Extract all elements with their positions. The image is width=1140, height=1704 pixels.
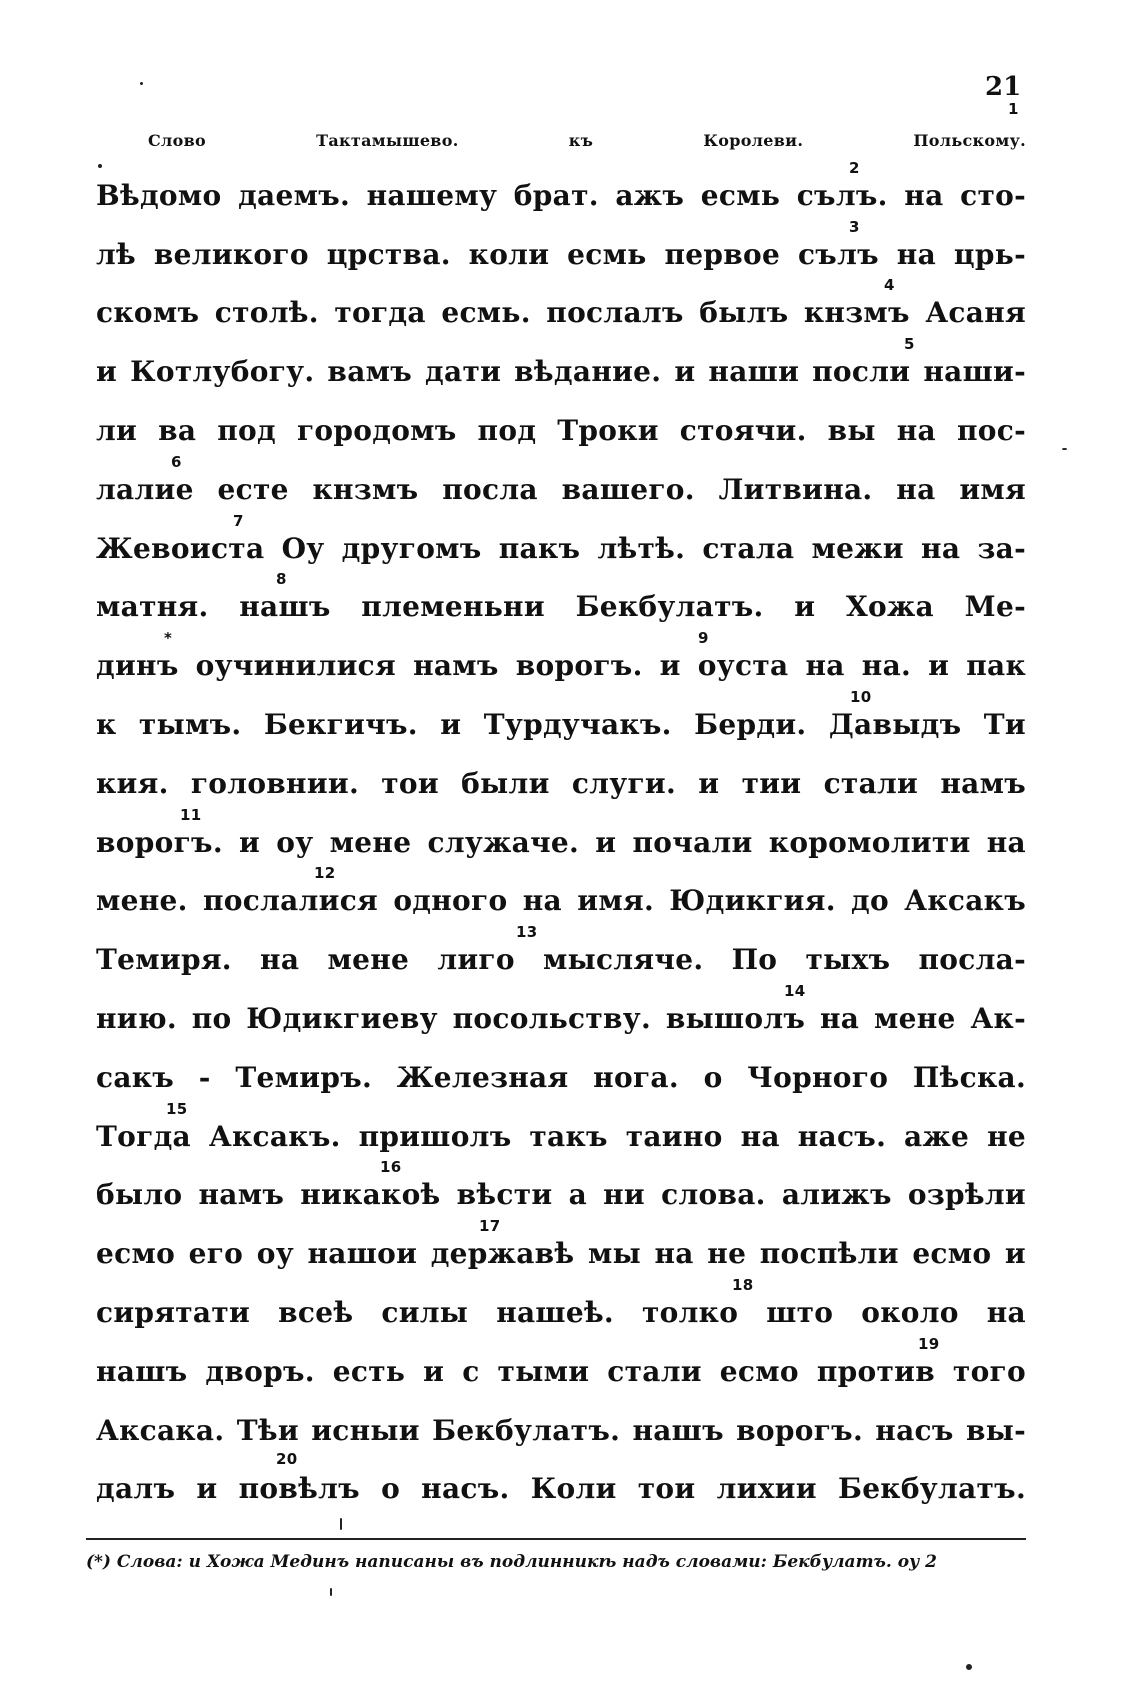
text-line-5 xyxy=(96,335,1026,402)
page-number: 21 xyxy=(985,72,1022,102)
text-line-content: лѣ великого црства. коли есмь первое сълъ на црь- xyxy=(96,237,1026,271)
text-line-21 xyxy=(96,1275,1026,1343)
footnote-marker-19: 19 xyxy=(918,1334,940,1353)
text-line-18 xyxy=(96,1099,1026,1167)
footnote-marker-18: 18 xyxy=(732,1275,754,1294)
text-line-15 xyxy=(96,923,1026,990)
footnote-marker-13: 13 xyxy=(516,923,538,942)
text-line-14 xyxy=(96,864,1026,931)
text-line-content: нию. по Юдикгиеву посольству. вышолъ на мене Ак- xyxy=(96,1001,1026,1035)
text-line-content: Темиря. на мене лиго мысляче. По тыхъ посла- xyxy=(96,943,1026,977)
text-line-content: динъ оучинилися намъ ворогъ. и оуста на на. и пак xyxy=(96,649,1026,683)
text-line-content: матня. нашъ племеньни Бекбулатъ. и Хожа Ме- xyxy=(96,590,1026,624)
footnote-marker-12: 12 xyxy=(314,864,336,883)
text-line-content: Тогда Аксакъ. пришолъ такъ таино на насъ. аже не xyxy=(96,1119,1026,1153)
scan-speck xyxy=(330,1588,332,1596)
scan-speck xyxy=(98,164,102,168)
body-text xyxy=(96,100,1026,1519)
scan-speck xyxy=(1062,448,1067,450)
scan-speck xyxy=(340,1518,342,1530)
text-line-19 xyxy=(96,1158,1026,1225)
text-line-8 xyxy=(96,511,1026,579)
text-line-content: кия. головнии. тои были слуги. и тии стали намъ xyxy=(96,766,1026,800)
text-line-12 xyxy=(96,755,1026,814)
text-line-17 xyxy=(96,1049,1026,1108)
footnote-marker-9: 9 xyxy=(698,629,709,648)
footnote-marker-1: 1 xyxy=(1008,100,1019,118)
text-line-22 xyxy=(96,1334,1026,1402)
text-line-24 xyxy=(96,1460,1026,1519)
footnote-marker-17: 17 xyxy=(479,1217,501,1236)
footnote-marker-2: 2 xyxy=(849,158,860,177)
text-line-16 xyxy=(96,981,1026,1049)
text-line-1 xyxy=(96,100,1026,167)
text-line-content: ли ва под городомъ под Троки стоячи. вы на пос- xyxy=(96,413,1026,447)
footnote-marker-8: 8 xyxy=(276,570,287,589)
text-line-4 xyxy=(96,276,1026,343)
text-line-content: к тымъ. Бекгичъ. и Турдучакъ. Берди. Давыдъ Ти xyxy=(96,707,1026,741)
text-line-content: есмо его оу нашои державѣ мы на не поспѣли есмо и xyxy=(96,1237,1026,1271)
text-line-23 xyxy=(96,1402,1026,1468)
text-line-content: и Котлубогу. вамъ дати вѣдание. и наши посли наши- xyxy=(96,355,1026,389)
text-line-9 xyxy=(96,570,1026,637)
text-line-content: нашъ дворъ. есть и с тыми стали есмо против того xyxy=(96,1354,1026,1388)
footnote-marker-10: 10 xyxy=(850,687,872,706)
text-line-content: сирятати всеѣ силы нашеѣ. толко што около на xyxy=(96,1295,1026,1329)
text-line-10 xyxy=(96,629,1026,696)
text-line-11 xyxy=(96,687,1026,755)
text-line-content: скомъ столѣ. тогда есмь. послалъ былъ кнзмъ Асаня xyxy=(96,296,1026,330)
text-line-13 xyxy=(96,805,1026,873)
scan-speck xyxy=(966,1664,972,1670)
text-line-content: Аксака. Тѣи исныи Бекбулатъ. нашъ ворогъ. насъ вы- xyxy=(96,1413,1026,1447)
scan-speck xyxy=(140,82,143,85)
text-line-content: мене. послалися одного на имя. Юдикгия. до Аксакъ xyxy=(96,884,1026,918)
footnote-marker-15: 15 xyxy=(166,1099,188,1118)
footnote-marker-4: 4 xyxy=(884,276,895,295)
text-line-20 xyxy=(96,1217,1026,1284)
footnote-marker-14: 14 xyxy=(784,981,806,1000)
text-line-content: Жевоиста Оу другомъ пакъ лѣтѣ. стала межи на за- xyxy=(96,531,1026,565)
text-line-content: было намъ никакоѣ вѣсти а ни слова. алижъ озрѣли xyxy=(96,1178,1026,1212)
text-line-7 xyxy=(96,452,1026,520)
text-line-content: Слово Тактамышево. къ Королеви. Польскому. xyxy=(148,131,1026,150)
footnote-text: (*) Слова: и Хожа Мединъ написаны въ подлинникѣ надъ словами: Бекбулатъ. оу 2 xyxy=(86,1552,938,1572)
footnote-marker-16: 16 xyxy=(380,1158,402,1177)
text-line-content: сакъ - Темиръ. Железная нога. о Чорного Пѣска. xyxy=(96,1060,1026,1094)
footnote-marker-20: 20 xyxy=(276,1449,298,1468)
footnote-marker-asterisk: * xyxy=(164,629,173,648)
text-line-content: ворогъ. и оу мене служаче. и почали коромолити на xyxy=(96,825,1026,859)
footnote-divider xyxy=(86,1538,1026,1540)
footnote-marker-11: 11 xyxy=(180,805,202,824)
text-line-content: Вѣдомо даемъ. нашему брат. ажъ есмь сълъ. на сто- xyxy=(96,178,1026,212)
footnote-marker-7: 7 xyxy=(233,511,244,530)
footnote-marker-6: 6 xyxy=(171,452,182,471)
text-line-content: лалие есте кнзмъ посла вашего. Литвина. на имя xyxy=(96,472,1026,506)
footnote-marker-5: 5 xyxy=(904,335,915,354)
text-line-content: далъ и повѣлъ о насъ. Коли тои лихии Бекбулатъ. xyxy=(96,1472,1026,1506)
text-line-6 xyxy=(96,402,1026,461)
footnote-marker-3: 3 xyxy=(849,217,860,236)
text-line-2 xyxy=(96,158,1026,226)
